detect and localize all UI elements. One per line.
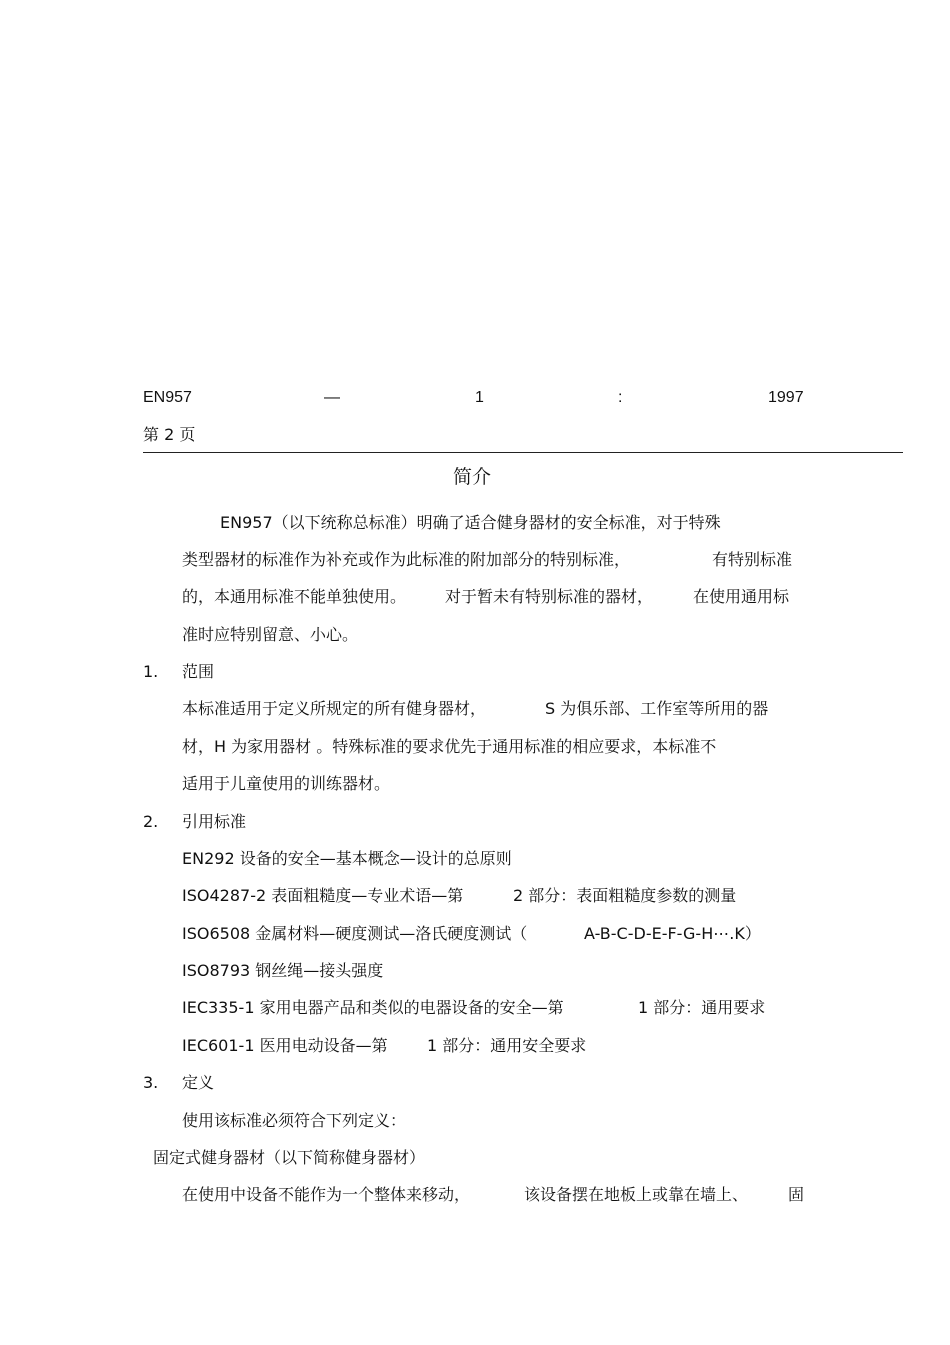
intro-line-2a: 类型器材的标准作为补充或作为此标准的附加部分的特别标准，	[182, 550, 631, 569]
scope-line-1a: 本标准适用于定义所规定的所有健身器材，	[182, 699, 487, 718]
doc-id: EN957	[143, 389, 192, 406]
scope-line-2: 材，H 为家用器材 。特殊标准的要求优先于通用标准的相应要求，本标准不	[182, 737, 717, 756]
ref-iso6508-b: A-B-C-D-E-F-G-H⋯.K）	[584, 924, 761, 943]
ref-iec335-b: 1 部分：通用要求	[638, 998, 766, 1017]
intro-line-4: 准时应特别留意、小心。	[182, 625, 359, 644]
header-rule	[143, 452, 903, 453]
intro-line-2b: 有特别标准	[712, 550, 793, 569]
ref-iec601-a: IEC601-1 医用电动设备—第	[182, 1036, 388, 1055]
section-2-number: 2.	[143, 812, 159, 831]
header-colon: :	[618, 389, 623, 406]
intro-line-1: EN957（以下统称总标准）明确了适合健身器材的安全标准，对于特殊	[220, 513, 721, 532]
header-year: 1997	[768, 389, 804, 406]
section-1-number: 1.	[143, 662, 159, 681]
definition-intro: 使用该标准必须符合下列定义：	[182, 1111, 407, 1130]
definition-line-1c: 固	[788, 1185, 805, 1204]
section-2-title: 引用标准	[182, 812, 247, 831]
scope-line-1b: S 为俱乐部、工作室等所用的器	[545, 699, 769, 718]
definition-line-1b: 该设备摆在地板上或靠在墙上、	[524, 1185, 749, 1204]
intro-line-3b: 对于暂未有特别标准的器材，	[445, 587, 654, 606]
definition-term: 固定式健身器材（以下简称健身器材）	[153, 1148, 426, 1167]
ref-iec335-a: IEC335-1 家用电器产品和类似的电器设备的安全—第	[182, 998, 564, 1017]
section-3-title: 定义	[182, 1073, 215, 1092]
intro-line-3c: 在使用通用标	[693, 587, 790, 606]
ref-iso4287-a: ISO4287-2 表面粗糙度—专业术语—第	[182, 886, 464, 905]
section-3-number: 3.	[143, 1073, 159, 1092]
intro-title: 简介	[453, 466, 492, 488]
ref-iso4287-b: 2 部分：表面粗糙度参数的测量	[513, 886, 737, 905]
header-dash: —	[324, 389, 340, 406]
ref-iso6508-a: ISO6508 金属材料—硬度测试—洛氏硬度测试（	[182, 924, 528, 943]
ref-iec601-b: 1 部分：通用安全要求	[427, 1036, 587, 1055]
page-label: 第 2 页	[143, 425, 196, 444]
scope-line-3: 适用于儿童使用的训练器材。	[182, 774, 391, 793]
section-1-title: 范围	[182, 662, 215, 681]
header-part: 1	[475, 389, 484, 406]
definition-line-1a: 在使用中设备不能作为一个整体来移动，	[182, 1185, 471, 1204]
intro-line-3a: 的，本通用标准不能单独使用。	[182, 587, 407, 606]
ref-en292: EN292 设备的安全—基本概念—设计的总原则	[182, 849, 512, 868]
ref-iso8793: ISO8793 钢丝绳—接头强度	[182, 961, 384, 980]
